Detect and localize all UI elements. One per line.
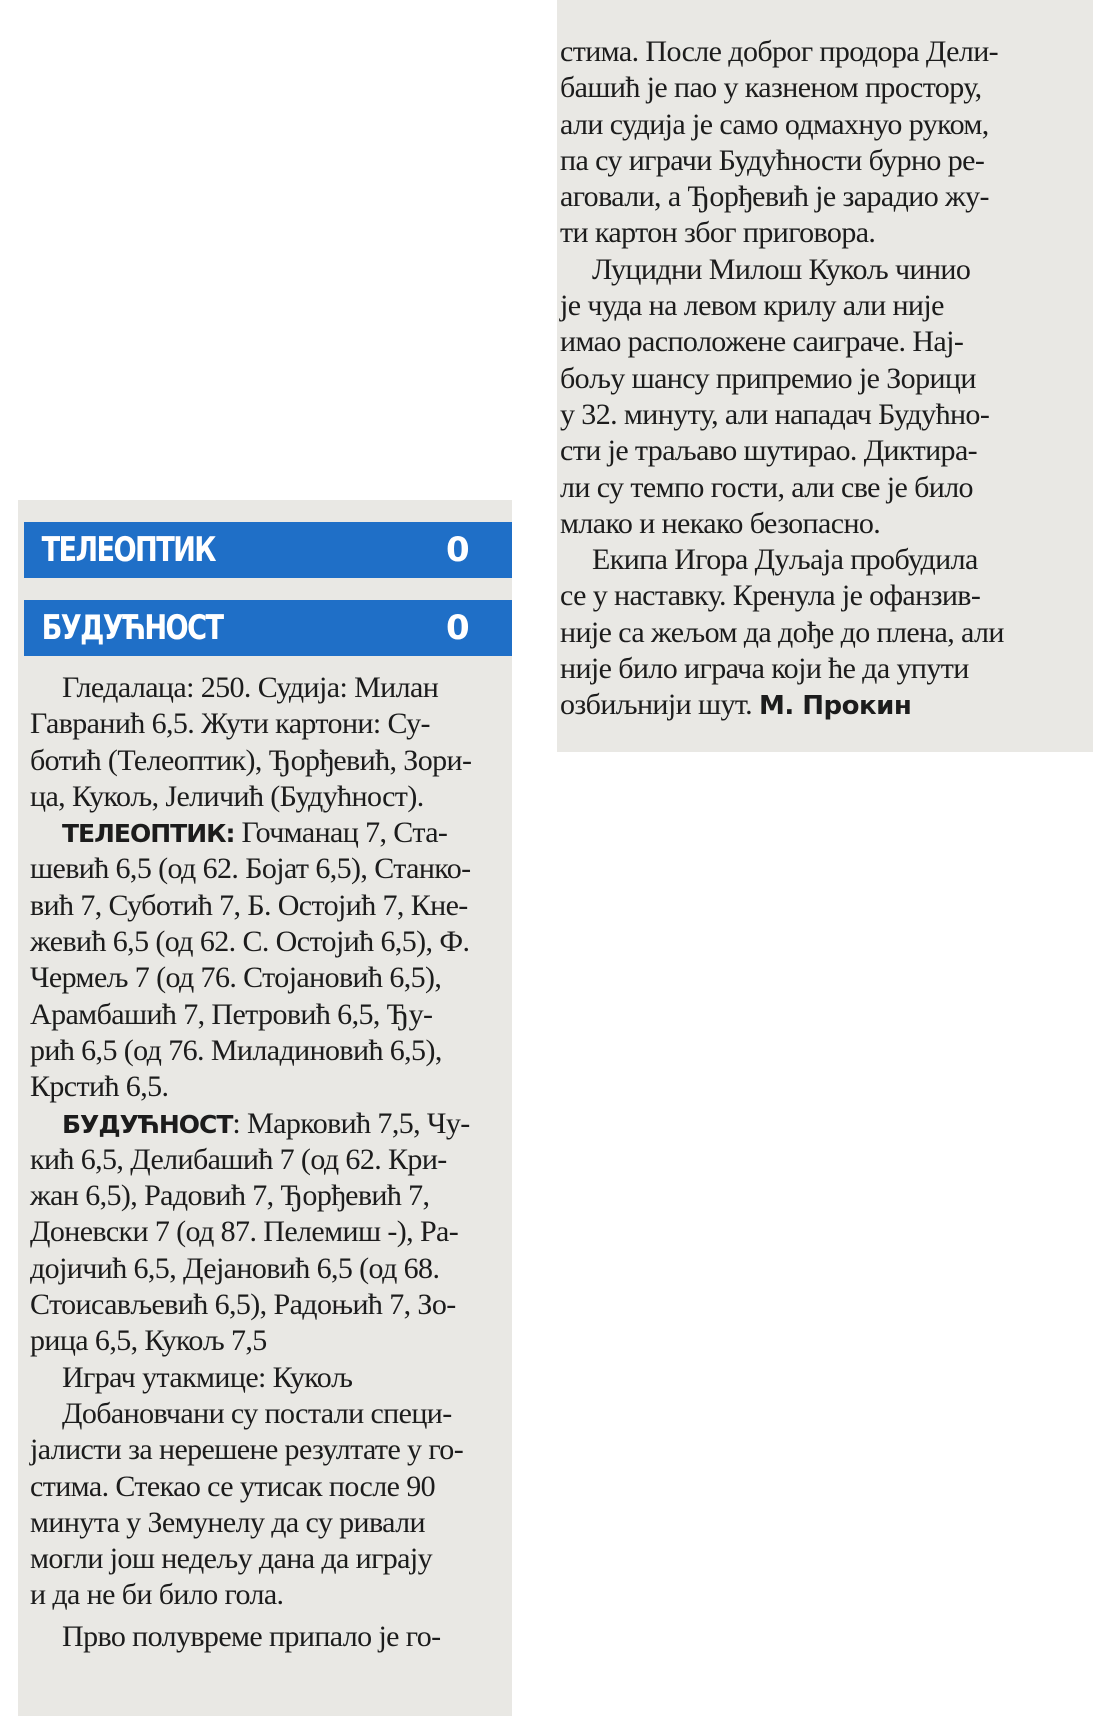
home-lineup-label: ТЕЛЕОПТИК: [62,819,235,849]
report-line: је чуда на левом крилу али није [560,289,944,323]
home-lineup-line: Чермељ 7 (од 76. Стојановић 6,5), [30,961,442,995]
report-intro-line: могли још недељу дана да играју [30,1542,433,1576]
report-intro-line: јалисти за нерешене резултате у го- [30,1433,464,1467]
report-line: Екипа Игора Дуљаја пробудила [592,543,978,577]
home-team-name: ТЕЛЕОПТИК [41,530,215,570]
report-line: па су играчи Будућности бурно ре- [560,143,985,177]
home-lineup-first-line [30,815,510,851]
away-team-score: 0 [446,608,468,648]
home-lineup-line: вић 7, Суботић 7, Б. Остојић 7, Кне- [30,888,468,922]
away-lineup-line: рица 6,5, Кукољ 7,5 [30,1324,267,1358]
left-article-column [18,500,512,1716]
scoreboard-away-bar [24,600,512,656]
author-byline: М. Прокин [758,691,912,722]
report-line: ли су темпо гости, али све је било [560,470,973,504]
match-info-line: ботић (Телеоптик), Ђорђевић, Зори- [30,743,472,777]
home-lineup-line: рић 6,5 (од 76. Миладиновић 6,5), [30,1033,442,1067]
match-info-line: Гледалаца: 250. Судија: Милан [62,671,439,704]
report-last-line [560,687,1088,723]
report-intro-line: стима. Стекао се утисак после 90 [30,1469,435,1503]
report-line: али судија је само одмахнуо руком, [560,107,989,141]
home-team-score: 0 [446,530,468,570]
report-continuation [560,34,1088,724]
away-lineup-line: кић 6,5, Делибашић 7 (од 62. Кри- [30,1142,447,1176]
report-line: стима. После доброг продора Дели- [560,35,999,68]
report-line: није са жељом да дође до плена, али [560,615,1004,649]
report-line: Луцидни Милош Кукољ чинио [592,252,971,286]
right-article-column [557,0,1093,752]
report-intro-line: минута у Земунелу да су ривали [30,1505,425,1539]
away-lineup-line: Стоисављевић 6,5), Радоњић 7, Зо- [30,1288,456,1322]
match-details [30,670,510,1655]
report-intro-line: и да не би било гола. [30,1578,284,1612]
player-of-match: Играч утакмице: Кукољ [62,1360,353,1394]
report-text: озбиљнији шут. [560,688,753,722]
away-lineup-line: дојичић 6,5, Дејановић 6,5 (од 68. [30,1251,440,1285]
home-lineup-line: Арамбашић 7, Петровић 6,5, Ђу- [30,997,433,1031]
report-first-half-line: Прво полувреме припало је го- [62,1619,441,1653]
match-info-line: ца, Кукољ, Јеличић (Будућност). [30,779,424,813]
scoreboard-home-bar [24,522,512,578]
report-line: ти картон због приговора. [560,216,876,250]
away-lineup-line: жан 6,5), Радовић 7, Ђорђевић 7, [30,1179,430,1213]
away-team-name: БУДУЋНОСТ [41,608,223,648]
report-line: није било играча који ће да упути [560,652,969,686]
report-line: бољу шансу припремио је Зорици [560,361,976,395]
home-lineup-line: шевић 6,5 (од 62. Бојат 6,5), Станко- [30,852,471,886]
report-line: башић је пао у казненом простору, [560,71,982,105]
away-lineup-label: БУДУЋНОСТ [62,1109,233,1139]
report-line: имао расположене саиграче. Нај- [560,325,964,359]
report-line: млако и некако безопасно. [560,506,881,540]
match-info-line: Гавранић 6,5. Жути картони: Су- [30,707,430,741]
home-lineup-text: Гочманац 7, Ста- [234,816,448,850]
report-line: се у наставку. Кренула је офанзив- [560,579,981,613]
away-lineup-first-line [30,1106,510,1142]
report-intro-line: Добановчани су постали специ- [62,1396,452,1430]
report-line: аговали, а Ђорђевић је зарадио жу- [560,180,989,214]
away-lineup-line: Доневски 7 (од 87. Пелемиш -), Ра- [30,1215,459,1249]
home-lineup-line: Крстић 6,5. [30,1070,169,1104]
away-lineup-text: : Марковић 7,5, Чу- [232,1106,470,1140]
report-line: сти је траљаво шутирао. Диктира- [560,434,978,468]
home-lineup-line: жевић 6,5 (од 62. С. Остојић 6,5), Ф. [30,925,470,959]
report-line: у 32. минуту, али нападач Будућно- [560,397,990,431]
